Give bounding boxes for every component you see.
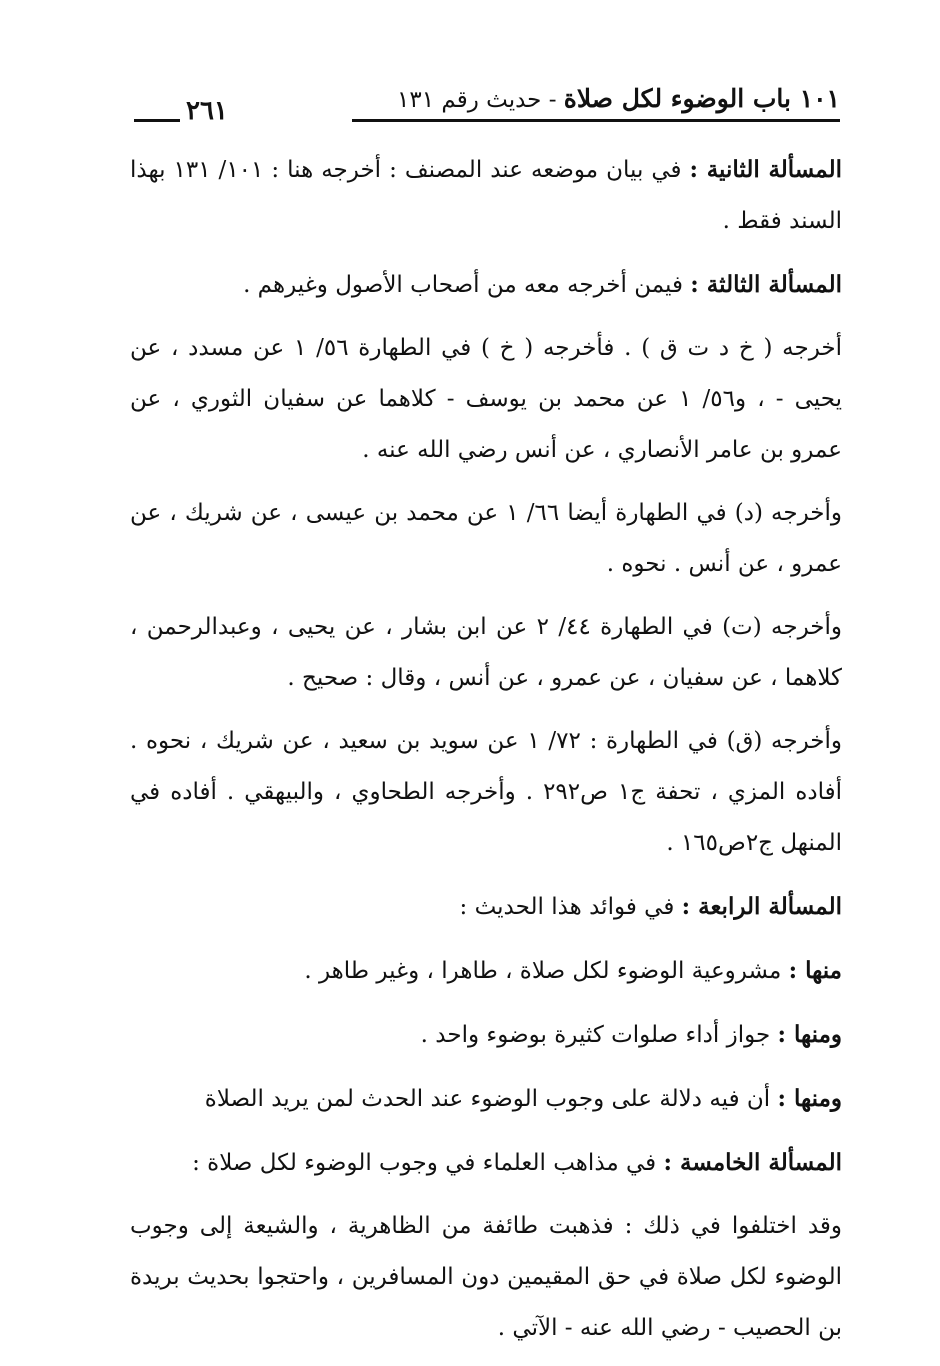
paragraph-takhrij-ibnmajah	[130, 716, 842, 869]
body-text	[130, 144, 842, 1366]
paragraph-text: في بيان موضعه عند المصنف : أخرجه هنا : ١٠١/ ١٣١ بهذا السند فقط .	[130, 157, 842, 234]
paragraph-benefit-2	[130, 1009, 842, 1061]
paragraph-issue-three	[130, 259, 842, 311]
paragraph-label: ومنها :	[777, 1085, 842, 1112]
header-rule-short	[134, 119, 180, 122]
paragraph-issue-four	[130, 881, 842, 933]
chapter-title-hadith-number: - حديث رقم ١٣١	[397, 87, 564, 113]
paragraph-text: أخرجه ( خ د ت ق ) . فأخرجه ( خ ) في الطهارة ٥٦/ ١ عن مسدد ، عن يحيى - ، و٥٦/ ١ عن محمد بن يوسف - كلاهما عن سفيان الثوري ، عن عمرو بن عامر الأنصاري ، عن أنس رضي الله عنه .	[130, 335, 842, 463]
chapter-title-bold: ١٠١ باب الوضوء لكل صلاة	[563, 84, 840, 113]
paragraph-label: منها :	[788, 957, 842, 984]
paragraph-label: ومنها :	[777, 1021, 842, 1048]
paragraph-takhrij-tirmidhi	[130, 602, 842, 704]
paragraph-label: المسألة الثانية :	[689, 156, 843, 183]
paragraph-text: في فوائد هذا الحديث :	[459, 894, 682, 920]
paragraph-text: وقد اختلفوا في ذلك : فذهبت طائفة من الظاهرية ، والشيعة إلى وجوب الوضوء لكل صلاة في حق المقيمين دون المسافرين ، واحتجوا بحديث بريدة بن الحصيب - رضي الله عنه - الآتي .	[130, 1213, 842, 1341]
paragraph-benefit-3	[130, 1073, 842, 1125]
running-header	[134, 84, 840, 124]
paragraph-text: في مذاهب العلماء في وجوب الوضوء لكل صلاة :	[192, 1150, 664, 1176]
paragraph-label: المسألة الثالثة :	[690, 271, 842, 298]
page-number: ٢٦١	[186, 96, 228, 126]
paragraph-takhrij-bukhari	[130, 323, 842, 476]
paragraph-text: جواز أداء صلوات كثيرة بوضوء واحد .	[420, 1022, 778, 1048]
paragraph-text: مشروعية الوضوء لكل صلاة ، طاهرا ، وغير طاهر .	[304, 958, 789, 984]
paragraph-issue-two	[130, 144, 842, 247]
paragraph-text: وأخرجه (د) في الطهارة أيضا ٦٦/ ١ عن محمد بن عيسى ، عن شريك ، عن عمرو ، عن أنس . نحوه .	[130, 500, 843, 577]
chapter-title	[397, 84, 840, 113]
paragraph-text: فيمن أخرجه معه من أصحاب الأصول وغيرهم .	[243, 272, 691, 298]
paragraph-text: أن فيه دلالة على وجوب الوضوء عند الحدث لمن يريد الصلاة	[204, 1086, 778, 1112]
paragraph-label: المسألة الخامسة :	[663, 1149, 842, 1176]
paragraph-takhrij-abudawud	[130, 488, 842, 590]
paragraph-scholars-views	[130, 1201, 842, 1354]
header-rule	[352, 119, 840, 122]
paragraph-label: المسألة الرابعة :	[681, 893, 842, 920]
paragraph-text: وأخرجه (ت) في الطهارة ٤٤/ ٢ عن ابن بشار ، عن يحيى ، وعبدالرحمن ، كلاهما ، عن سفيان ، عن عمرو ، عن أنس ، وقال : صحيح .	[130, 614, 842, 691]
paragraph-text: وأخرجه (ق) في الطهارة : ٧٢/ ١ عن سويد بن سعيد ، عن شريك ، نحوه . أفاده المزي ، تحفة ج١ ص٢٩٢ . وأخرجه الطحاوي ، والبيهقي . أفاده في المنهل ج٢ص١٦٥ .	[130, 728, 843, 856]
paragraph-benefit-1	[130, 945, 842, 997]
paragraph-issue-five	[130, 1137, 842, 1189]
